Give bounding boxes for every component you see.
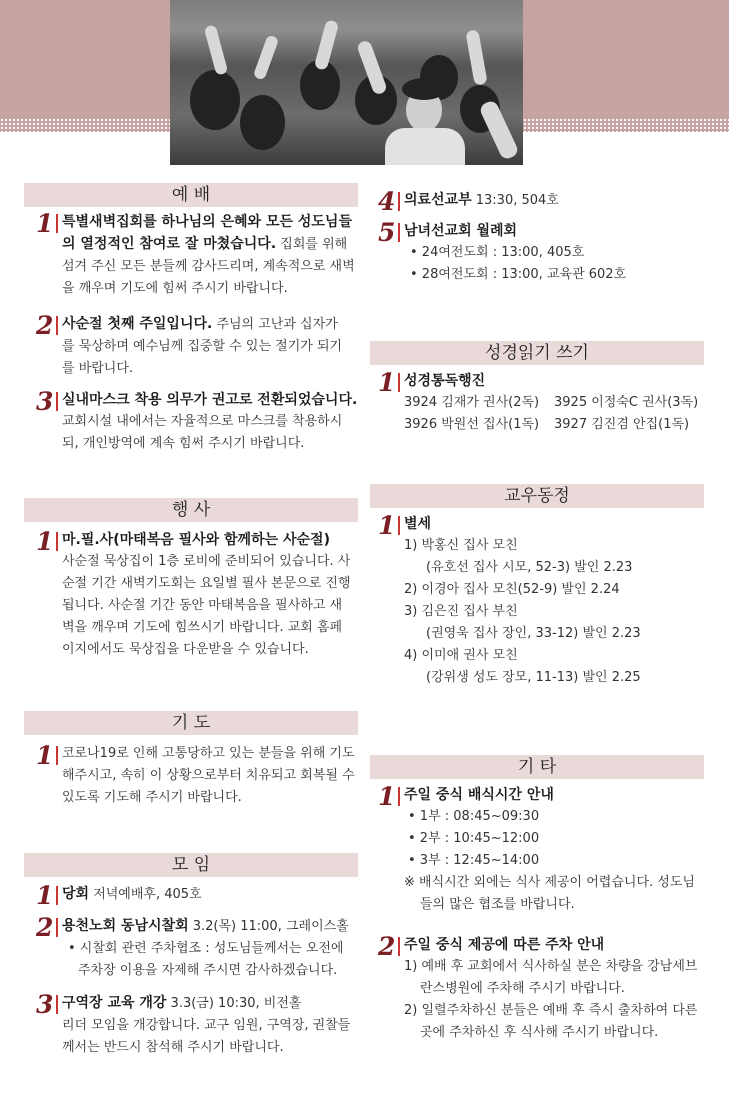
etc-item-2: [378, 934, 708, 1054]
item-text: 1) 박홍신 집사 모친: [404, 538, 518, 553]
item-number: 3: [36, 387, 54, 416]
accent-bar: [56, 316, 58, 335]
item-title: 주일 중식 배식시간 안내: [404, 787, 554, 803]
item-text: 사순절 묵상집이 1층 로비에 준비되어 있습니다. 사: [62, 554, 351, 569]
accent-bar: [398, 937, 400, 956]
accent-bar: [56, 746, 58, 765]
accent-bar: [56, 214, 58, 233]
item-title: 의료선교부: [404, 192, 472, 208]
dot-pattern: [0, 118, 170, 132]
meeting-item-3: [36, 992, 366, 1062]
accent-bar: [398, 516, 400, 535]
item-text: 되, 개인방역에 계속 힘써 주시기 바랍니다.: [62, 436, 305, 451]
item-text: 3) 김은진 집사 부친: [404, 604, 518, 619]
dot-pattern: [523, 118, 729, 132]
members-item-1: [378, 513, 708, 703]
section-bible-header: 성경읽기 쓰기: [370, 341, 704, 365]
item-number: 1: [36, 741, 54, 770]
item-text: • 1부 : 08:45~09:30: [408, 809, 540, 824]
item-text: 리더 모임을 개강합니다. 교구 임원, 구역장, 권찰들: [62, 1018, 351, 1033]
item-text: 저녁예배후, 405호: [89, 887, 202, 902]
accent-bar: [56, 886, 58, 905]
worship-item-2: [36, 313, 366, 383]
accent-bar: [398, 223, 400, 242]
item-text: (유호선 집사 시모, 52-3) 발인 2.23: [426, 560, 633, 575]
item-title: 의 열정적인 참여로 잘 마쳤습니다.: [62, 236, 277, 252]
item-text: 을 깨우며 기도에 힘써 주시기 바랍니다.: [62, 281, 288, 296]
item-text: 이지에서도 묵상집을 다운받을 수 있습니다.: [62, 642, 309, 657]
item-number: 1: [36, 527, 54, 556]
item-title: 주일 중식 제공에 따른 주차 안내: [404, 937, 605, 953]
item-text: • 2부 : 10:45~12:00: [408, 831, 540, 846]
accent-bar: [56, 918, 58, 937]
item-text: • 28여전도회 : 13:00, 교육관 602호: [410, 267, 627, 282]
section-etc-header: 기 타: [370, 755, 704, 779]
item-text: 2) 이경아 집사 모친(52-9) 발인 2.24: [404, 582, 620, 597]
item-text: 를 바랍니다.: [62, 361, 134, 376]
item-title: 특별새벽집회를 하나님의 은혜와 모든 성도님들: [62, 214, 352, 230]
item-text: 코로나19로 인해 고통당하고 있는 분들을 위해 기도: [62, 746, 355, 761]
item-number: 1: [36, 209, 54, 238]
item-text: 교회시설 내에서는 자율적으로 마스크를 착용하시: [62, 414, 343, 429]
section-members-header: 교우동정: [370, 484, 704, 508]
bible-item-1: [378, 370, 708, 440]
item-text: 순절 기간 새벽기도회는 요일별 필사 본문으로 진행: [62, 576, 351, 591]
header-banner-left: [0, 0, 170, 132]
item-text: 벽을 깨우며 기도에 힘쓰시기 바랍니다. 교회 홈페: [62, 620, 343, 635]
worship-item-3: [36, 389, 366, 459]
item-text: 주님의 고난과 십자가: [212, 317, 338, 332]
item-text: • 시찰회 관련 주차협조 : 성도님들께서는 오전에: [68, 941, 344, 956]
prayer-item-1: [36, 743, 366, 813]
item-text: 곳에 주차하신 후 식사해 주시기 바랍니다.: [420, 1025, 659, 1040]
accent-bar: [398, 192, 400, 211]
header-banner-right: [523, 0, 729, 132]
item-title: 사순절 첫째 주일입니다.: [62, 316, 213, 332]
item-title: 당회: [62, 886, 90, 902]
item-title: 별세: [404, 516, 432, 532]
item-title: 마.필.사(마태복음 필사와 함께하는 사순절): [62, 532, 330, 548]
item-number: 1: [36, 881, 54, 910]
accent-bar: [56, 392, 58, 411]
item-number: 2: [36, 913, 54, 942]
meeting-item-4: [378, 189, 708, 215]
meeting-item-5: [378, 220, 708, 290]
congregation-photo: [170, 0, 523, 165]
accent-bar: [398, 373, 400, 392]
item-text: 란스병원에 주차해 주시기 바랍니다.: [420, 981, 625, 996]
meeting-item-2: [36, 915, 366, 985]
item-text: (강위생 성도 장모, 11-13) 발인 2.25: [426, 670, 641, 685]
item-number: 1: [378, 782, 396, 811]
item-number: 5: [378, 218, 396, 247]
item-text: 1) 예배 후 교회에서 식사하실 분은 차량을 강남세브: [404, 959, 698, 974]
item-text: (권영욱 집사 장인, 33-12) 발인 2.23: [426, 626, 641, 641]
reader-entry: 3927 김진겸 안집(1독): [554, 417, 690, 432]
item-number: 2: [36, 311, 54, 340]
item-number: 2: [378, 932, 396, 961]
item-text: 됩니다. 사순절 기간 동안 마태복음을 필사하고 새: [62, 598, 343, 613]
item-title: 용천노회 동남시찰회: [62, 918, 189, 934]
item-text: ※ 배식시간 외에는 식사 제공이 어렵습니다. 성도님: [404, 875, 695, 890]
item-text: 3.2(목) 11:00, 그레이스홀: [188, 919, 349, 934]
item-text: 해주시고, 속히 이 상황으로부터 치유되고 회복될 수: [62, 768, 355, 783]
meeting-item-1: [36, 883, 366, 909]
item-text: 께서는 반드시 참석해 주시기 바랍니다.: [62, 1040, 284, 1055]
item-title: 성경통독행진: [404, 373, 486, 389]
reader-entry: 3926 박원선 집사(1독): [404, 417, 540, 432]
reader-entry: 3925 이정숙C 권사(3독): [554, 395, 699, 410]
reader-entry: 3924 김재가 권사(2독): [404, 395, 540, 410]
item-text: 3.3(금) 10:30, 비전홀: [166, 996, 302, 1011]
events-item-1: [36, 529, 366, 669]
item-text: 2) 일렬주차하신 분들은 예배 후 즉시 출차하여 다른: [404, 1003, 698, 1018]
item-title: 구역장 교육 개강: [62, 995, 167, 1011]
item-text: 주차장 이용을 자제해 주시면 감사하겠습니다.: [78, 963, 338, 978]
item-text: 13:30, 504호: [471, 193, 559, 208]
item-title: 남녀선교회 월례회: [404, 223, 518, 239]
item-text: 4) 이미애 권사 모친: [404, 648, 518, 663]
item-number: 1: [378, 368, 396, 397]
item-text: 있도록 기도해 주시기 바랍니다.: [62, 790, 242, 805]
section-events-header: 행 사: [24, 498, 358, 522]
etc-item-1: [378, 784, 708, 934]
worship-item-1: [36, 211, 366, 311]
item-text: • 3부 : 12:45~14:00: [408, 853, 540, 868]
section-prayer-header: 기 도: [24, 711, 358, 735]
accent-bar: [56, 995, 58, 1014]
item-number: 4: [378, 187, 396, 216]
item-number: 1: [378, 511, 396, 540]
item-text: 섬겨 주신 모든 분들께 감사드리며, 계속적으로 새벽: [62, 259, 355, 274]
item-number: 3: [36, 990, 54, 1019]
accent-bar: [56, 532, 58, 551]
item-text: • 24여전도회 : 13:00, 405호: [410, 245, 585, 260]
accent-bar: [398, 787, 400, 806]
section-meeting-header: 모 임: [24, 853, 358, 877]
item-text: 집회를 위해: [276, 237, 348, 252]
item-text: 를 묵상하며 예수님께 집중할 수 있는 절기가 되기: [62, 339, 343, 354]
section-worship-header: 예 배: [24, 183, 358, 207]
item-title: 실내마스크 착용 의무가 권고로 전환되었습니다.: [62, 392, 358, 408]
item-text: 들의 많은 협조를 바랍니다.: [420, 897, 575, 912]
